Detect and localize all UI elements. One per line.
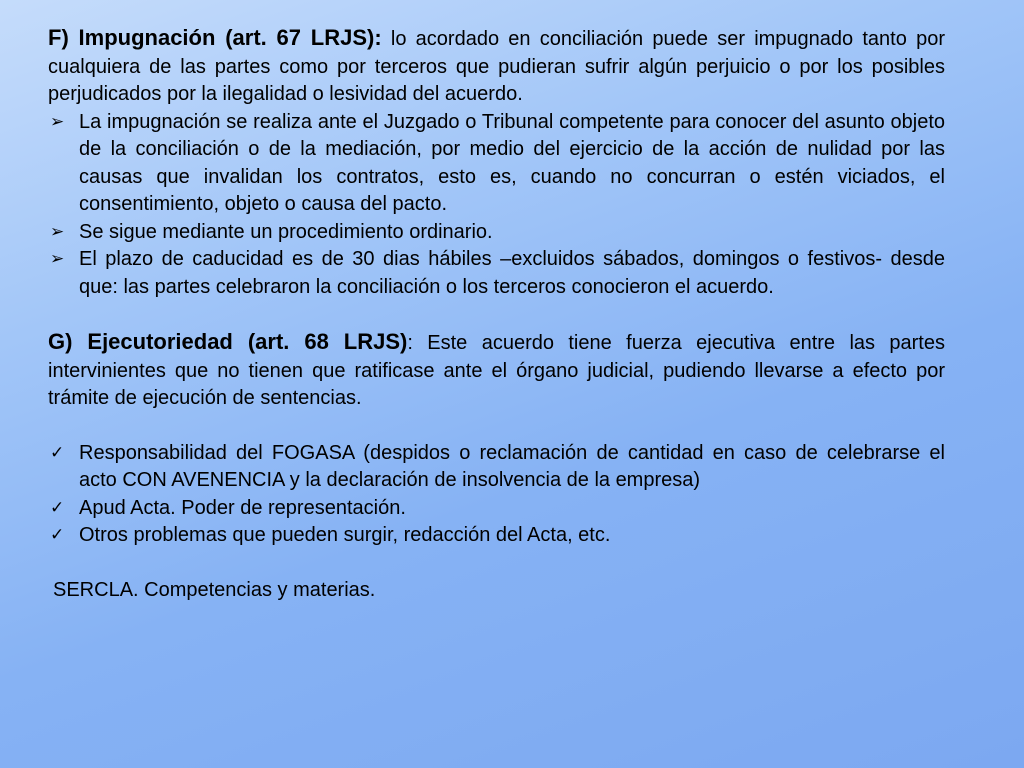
spacer	[48, 550, 945, 577]
list-item	[48, 522, 945, 550]
bullet-text: El plazo de caducidad es de 30 dias hábiles –excluidos sábados, domingos o festivos- desde que: las partes celebraron la conciliación o los terceros conocieron el acuerdo.	[79, 248, 945, 298]
list-item	[48, 109, 945, 219]
spacer	[48, 301, 945, 328]
checkmark-icon: ✓	[50, 442, 65, 463]
checkmark-icon: ✓	[50, 525, 65, 545]
arrow-bullet-icon: ➢	[50, 221, 65, 242]
section-f-body: lo acordado en conciliación puede ser impugnado tanto por cualquiera de las partes como por terceros que pudieran sufrir algún perjuicio o por los posibles perjudicados por la ilegalidad o lesividad del acuerdo.	[48, 28, 945, 105]
section-g-paragraph	[48, 328, 945, 413]
section-g-body: : Este acuerdo tiene fuerza ejecutiva entre las partes intervinientes que no tienen que ratificase ante el órgano judicial, pudiendo llevarse a efecto por trámite de ejecución de sentencias.	[48, 332, 945, 409]
arrow-bullet-icon: ➢	[50, 249, 65, 269]
bullet-text: La impugnación se realiza ante el Juzgado o Tribunal competente para conocer del asunto objeto de la conciliación o de la mediación, por medio del ejercicio de la acción de nulidad por las causas que invalidan los contratos, esto es, cuando no concurran o estén viciados, el consentimiento, objeto o causa del pacto.	[79, 110, 945, 215]
spacer	[48, 413, 945, 440]
checklist-text: Responsabilidad del FOGASA (despidos o reclamación de cantidad en caso de celebrarse el acto CON AVENENCIA y la declaración de insolvencia de la empresa)	[79, 441, 945, 491]
checkmark-icon: ✓	[50, 497, 65, 518]
list-item	[48, 219, 945, 247]
section-f-bullet-list	[48, 109, 945, 302]
checklist-text: Otros problemas que pueden surgir, redacción del Acta, etc.	[79, 524, 611, 546]
list-item	[48, 495, 945, 523]
section-g-heading: G) Ejecutoriedad (art. 68 LRJS)	[48, 329, 408, 354]
list-item	[48, 440, 945, 495]
slide-content	[48, 24, 945, 604]
list-item	[48, 246, 945, 301]
arrow-bullet-icon: ➢	[50, 111, 65, 132]
bullet-text: Se sigue mediante un procedimiento ordinario.	[79, 220, 493, 243]
checklist	[48, 440, 945, 550]
checklist-text: Apud Acta. Poder de representación.	[79, 496, 406, 519]
section-f-paragraph	[48, 24, 945, 109]
section-f-heading: F) Impugnación (art. 67 LRJS):	[48, 25, 382, 50]
sercla-line: SERCLA. Competencias y materias.	[53, 578, 376, 601]
